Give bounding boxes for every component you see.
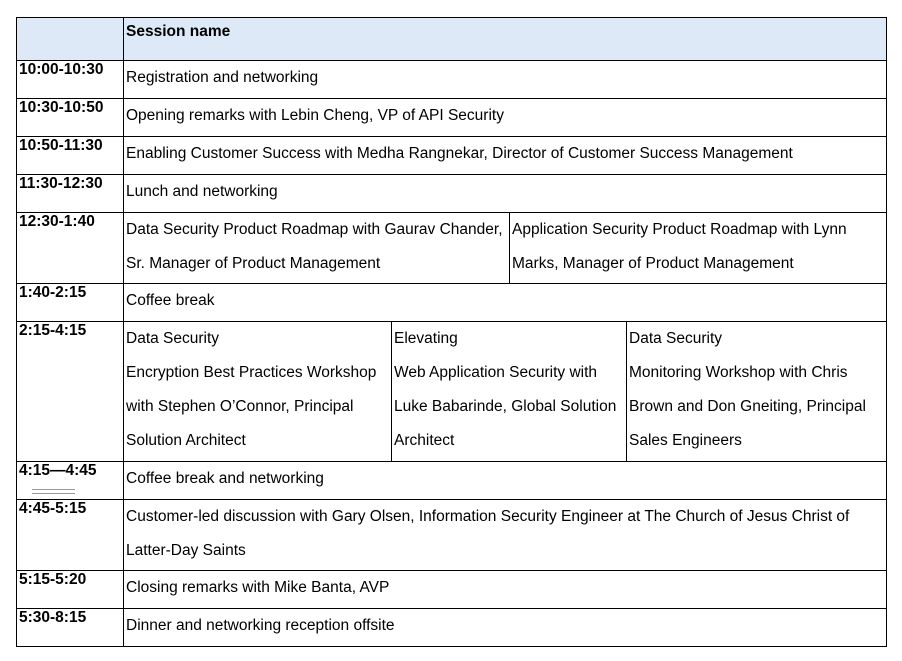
agenda-table (16, 17, 887, 647)
track-cell: Data Security Product Roadmap with Gaurav Chander, Sr. Manager of Product Management (124, 213, 510, 284)
workshop-cell (392, 322, 627, 462)
table-row (17, 322, 887, 462)
session-cell: Dinner and networking reception offsite (124, 609, 887, 647)
time-cell: 10:50-11:30 (17, 137, 124, 175)
table-row (17, 213, 887, 284)
table-row (17, 571, 887, 609)
time-cell: 4:45-5:15 (17, 500, 124, 571)
header-session-name: Session name (124, 18, 887, 61)
workshop-desc: Encryption Best Practices Workshop with Stephen O’Connor, Principal Solution Architect (126, 364, 377, 449)
time-cell: 11:30-12:30 (17, 175, 124, 213)
time-cell: 5:15-5:20 (17, 571, 124, 609)
time-cell: 10:30-10:50 (17, 99, 124, 137)
table-row (17, 462, 887, 500)
session-cell: Registration and networking (124, 61, 887, 99)
table-row (17, 609, 887, 647)
session-cell: Coffee break (124, 284, 887, 322)
session-cell: Closing remarks with Mike Banta, AVP (124, 571, 887, 609)
table-row (17, 175, 887, 213)
workshop-title: Data Security (126, 330, 220, 347)
session-cell: Customer-led discussion with Gary Olsen, Information Security Engineer at The Church of Jesus Christ of Latter-Day Saints (124, 500, 887, 571)
session-cell: Opening remarks with Lebin Cheng, VP of API Security (124, 99, 887, 137)
time-cell: 5:30-8:15 (17, 609, 124, 647)
workshop-cell (627, 322, 887, 462)
table-row (17, 137, 887, 175)
workshop-desc: Monitoring Workshop with Chris Brown and Don Gneiting, Principal Sales Engineers (629, 364, 866, 449)
time-cell: 2:15-4:15 (17, 322, 124, 462)
session-cell: Enabling Customer Success with Medha Rangnekar, Director of Customer Success Management (124, 137, 887, 175)
table-row (17, 284, 887, 322)
session-cell: Lunch and networking (124, 175, 887, 213)
workshop-title: Elevating (394, 330, 458, 347)
time-cell: 4:15—4:45 (17, 462, 124, 500)
header-row (17, 18, 887, 61)
workshop-title: Data Security (629, 330, 723, 347)
time-cell: 10:00-10:30 (17, 61, 124, 99)
session-cell: Coffee break and networking (124, 462, 887, 500)
header-time (17, 18, 124, 61)
time-cell: 12:30-1:40 (17, 213, 124, 284)
track-cell: Application Security Product Roadmap with Lynn Marks, Manager of Product Management (510, 213, 887, 284)
table-row (17, 99, 887, 137)
table-row (17, 61, 887, 99)
spellcheck-underline (32, 489, 75, 494)
time-cell: 1:40-2:15 (17, 284, 124, 322)
workshop-cell (124, 322, 392, 462)
table-row (17, 500, 887, 571)
workshop-desc: Web Application Security with Luke Babarinde, Global Solution Architect (394, 364, 617, 449)
